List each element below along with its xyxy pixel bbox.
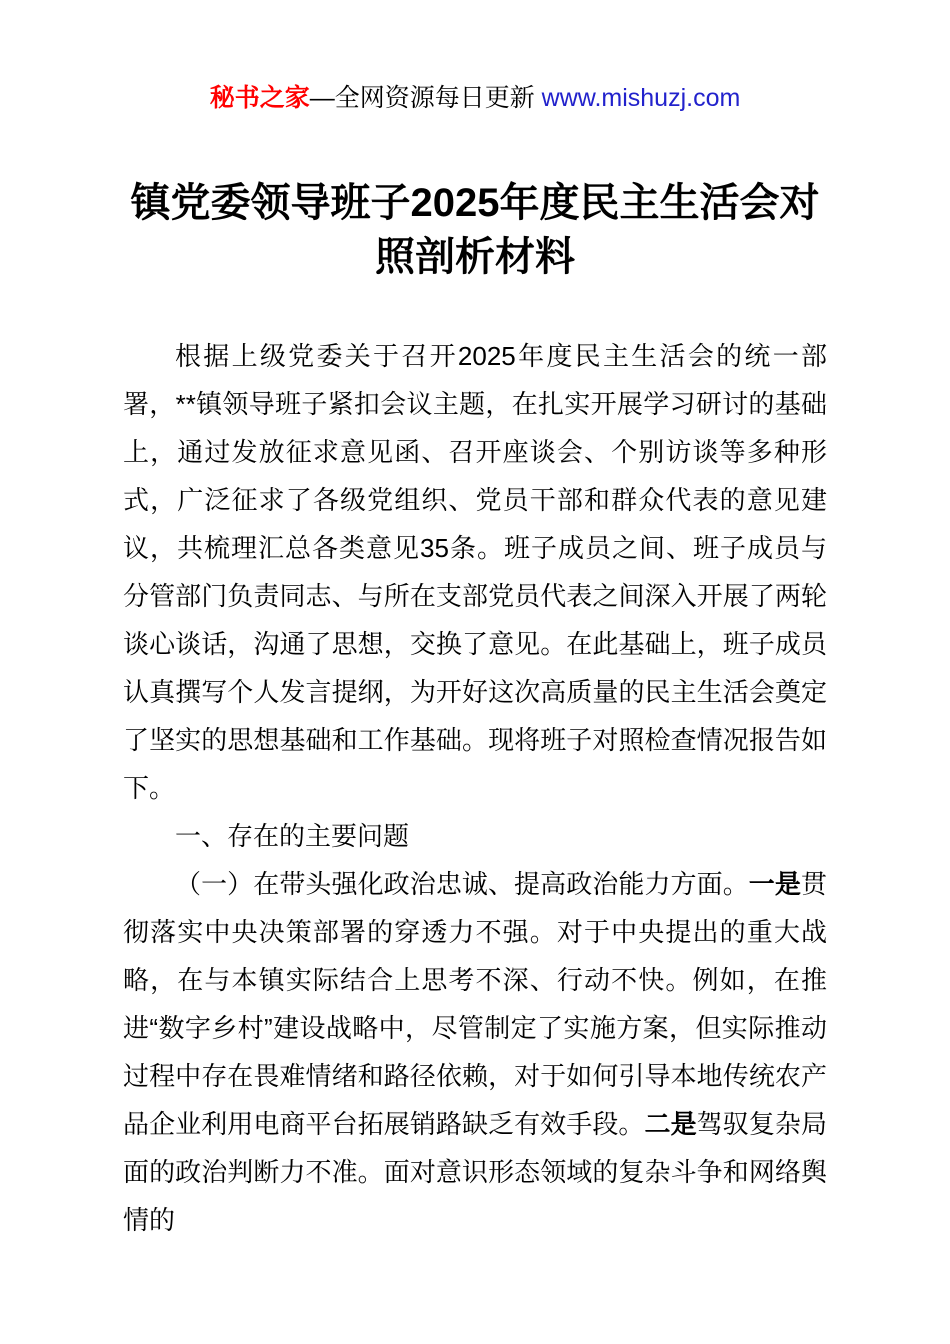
emphasis-text-run: 一是 <box>748 869 801 899</box>
text-run: 一、存在的主要问题 <box>175 821 410 851</box>
site-url-link[interactable]: www.mishuzj.com <box>541 84 741 112</box>
document-title: 镇党委领导班子2025年度民主生活会对照剖析材料 <box>130 181 820 279</box>
site-name: 秘书之家 <box>209 84 310 112</box>
text-run: 根据上级党委关于召开2025年度民主生活会的统一部署，**镇领导班子紧扣会议主题，在扎实开展学习研讨的基础上，通过发放征求意见函、召开座谈会、个别访谈等多种形式，广泛征求了各级党组织、党员干部和群众代表的意见建议，共梳理汇总各类意见35条。班子成员之间、班子成员与分管部门负责同志、与所在支部党员代表之间深入开展了两轮谈心谈话，沟通了思想，交换了意见。在此基础上，班子成员认真撰写个人发言提纲，为开好这次高质量的民主生活会奠定了坚实的思想基础和工作基础。现将班子对照检查情况报告如下。 <box>123 341 827 803</box>
text-run: 驾驭复杂局面的政治判断力不准。面对意识形态领域的复杂斗争和网络舆情的 <box>123 1109 827 1235</box>
body-paragraph <box>123 860 827 1244</box>
section-heading <box>123 812 827 860</box>
text-run: （一）在带头强化政治忠诚、提高政治能力方面。 <box>175 869 749 899</box>
text-run: 贯彻落实中央决策部署的穿透力不强。对于中央提出的重大战略，在与本镇实际结合上思考不深、行动不快。例如，在推进“数字乡村”建设战略中，尽管制定了实施方案，但实际推动过程中存在畏难情绪和路径依赖，对于如何引导本地传统农产品企业利用电商平台拓展销路缺乏有效手段。 <box>123 869 827 1139</box>
emphasis-text-run: 二是 <box>644 1109 697 1139</box>
body-paragraph <box>123 332 827 812</box>
document-body <box>123 332 827 1244</box>
site-header <box>0 0 950 116</box>
site-tagline: —全网资源每日更新 <box>309 84 542 112</box>
